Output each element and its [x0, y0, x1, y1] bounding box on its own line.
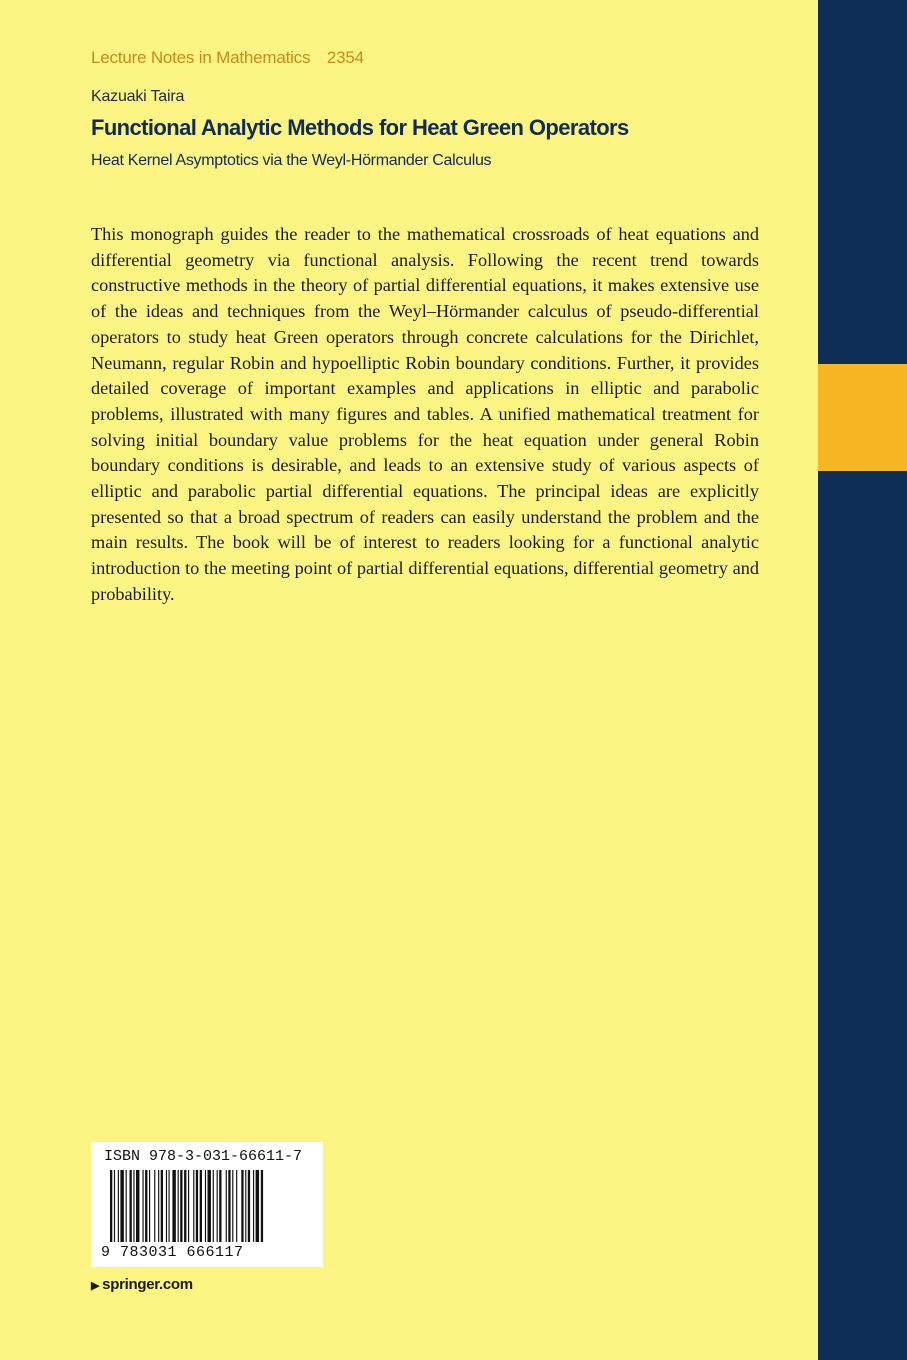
book-title: Functional Analytic Methods for Heat Green Operators — [91, 115, 629, 140]
barcode-bar — [219, 1170, 221, 1242]
barcode-bar — [166, 1170, 167, 1242]
author-name: Kazuaki Taira — [91, 88, 185, 105]
barcode-bar — [184, 1170, 186, 1242]
barcode-bar — [169, 1170, 170, 1242]
barcode-bar — [226, 1170, 227, 1242]
barcode-bar — [196, 1170, 198, 1242]
barcode-bar — [130, 1170, 132, 1242]
barcode-bar — [245, 1170, 246, 1242]
book-subtitle: Heat Kernel Asymptotics via the Weyl-Hörmander Calculus — [91, 152, 492, 169]
barcode-bar — [149, 1170, 150, 1242]
barcode-bar — [158, 1170, 159, 1242]
barcode-bar — [145, 1170, 147, 1242]
barcode-digits: 9 783031 666117 — [101, 1244, 244, 1261]
barcode-bar — [154, 1170, 155, 1242]
barcode-bar — [248, 1170, 250, 1242]
barcode-bar — [241, 1170, 243, 1242]
spine-accent-block — [818, 364, 907, 471]
barcode-bar — [253, 1170, 254, 1242]
series-name: Lecture Notes in Mathematics — [91, 48, 311, 67]
barcode-bar — [256, 1170, 259, 1242]
triangle-right-icon: ▶ — [91, 1280, 100, 1292]
barcode-bar — [193, 1170, 194, 1242]
barcode-bar — [120, 1170, 123, 1242]
barcode-bar — [143, 1170, 144, 1242]
isbn-label: ISBN 978-3-031-66611-7 — [104, 1148, 303, 1165]
barcode-bar — [228, 1170, 230, 1242]
barcode-bar — [208, 1170, 211, 1242]
barcode-bar — [200, 1170, 202, 1242]
barcode-bar — [118, 1170, 119, 1242]
barcode-bar — [236, 1170, 237, 1242]
barcode-bar — [205, 1170, 206, 1242]
series-number: 2354 — [326, 48, 364, 67]
barcode-bar — [136, 1170, 139, 1242]
barcode-bar — [110, 1170, 112, 1242]
barcode-bar — [172, 1170, 175, 1242]
barcode-bar — [161, 1170, 163, 1242]
spine-stripe — [818, 0, 907, 1360]
barcode-bar — [188, 1170, 189, 1242]
barcode-bar — [126, 1170, 127, 1242]
barcode-bar — [133, 1170, 134, 1242]
series-line — [91, 48, 364, 68]
barcode-bar — [232, 1170, 233, 1242]
barcode-bar — [180, 1170, 182, 1242]
book-description: This monograph guides the reader to the mathematical crossroads of heat equations and differential geometry via functional analysis. Following the recent trend towards constructive methods in the theory of partial differential equations, it makes extensive use of the ideas and techniques from the Weyl–Hörmander calculus of pseudo-differential operators to study heat Green operators through concrete calculations for the Dirichlet, Neumann, regular Robin and hypoelliptic Robin boundary conditions. Further, it provides detailed coverage of important examples and applications in elliptic and parabolic problems, illustrated with many figures and tables. A unified mathematical treatment for solving initial boundary value problems for the heat equation under general Robin boundary conditions is desirable, and leads to an extensive study of various aspects of elliptic and parabolic partial differential equations. The principal ideas are explicitly presented so that a broad spectrum of readers can easily understand the problem and the main results. The book will be of interest to readers looking for a functional analytic introduction to the meeting point of partial differential equations, differential geometry and probability. — [91, 224, 759, 604]
barcode-bar — [178, 1170, 179, 1242]
barcode-bar — [213, 1170, 214, 1242]
barcode-bar — [114, 1170, 115, 1242]
barcode-bar — [261, 1170, 263, 1242]
publisher-url: springer.com — [102, 1276, 193, 1293]
barcode-bar — [217, 1170, 218, 1242]
publisher-link[interactable] — [91, 1276, 193, 1293]
isbn-barcode — [91, 1142, 323, 1267]
